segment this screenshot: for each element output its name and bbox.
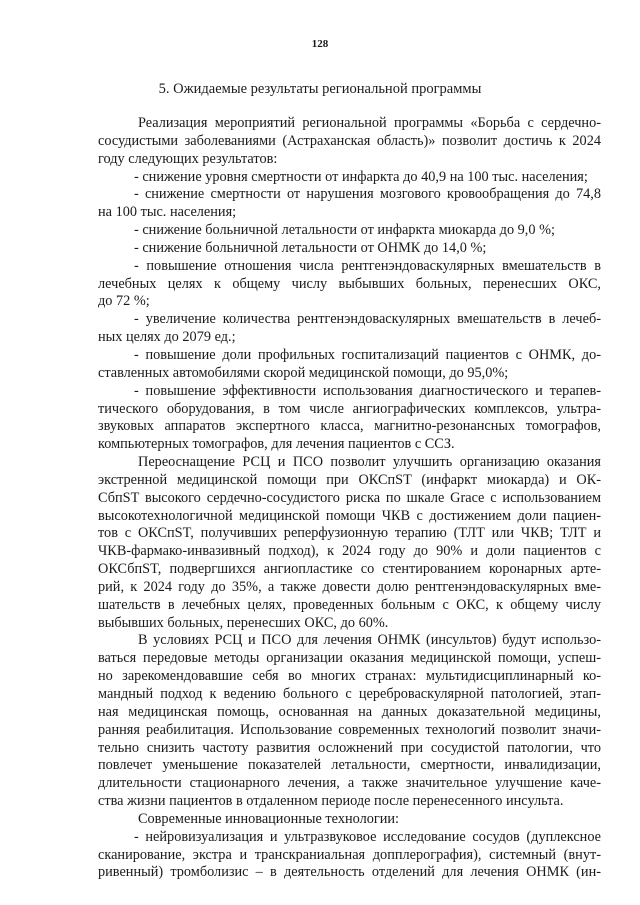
section-title: 5. Ожидаемые результаты региональной программы xyxy=(158,81,482,97)
text-line: компьютерных томографов, для лечения пациентов с ССЗ. xyxy=(98,436,455,453)
text-line: шательств в лечебных целях, проведенных больным с ОКС, к общему числу xyxy=(98,596,601,613)
text-line: тельно снизить частоту развития осложнений при сосудистой патологии, что xyxy=(98,739,601,756)
text-line: ставленных автомобилями скорой медицинской помощи, до 95,0%; xyxy=(98,364,509,381)
text-line: - повышение эффективности использования диагностического и терапев- xyxy=(134,382,601,399)
text-line: ОКСбпST, подвергшихся ангиопластике со стентированием коронарных арте- xyxy=(98,561,601,578)
text-line: повлечет уменьшение показателей летальности, смертности, инвалидизации, xyxy=(98,757,601,774)
text-line: году следующих результатов: xyxy=(98,150,278,167)
text-line: выбывших больных, перенесших ОКС, до 60%. xyxy=(98,614,389,631)
text-line: звуковых аппаратов экспертного класса, магнитно-резонансных томографов, xyxy=(98,418,601,435)
text-line: Современные инновационные технологии: xyxy=(138,810,400,827)
text-line: Реализация мероприятий региональной программы «Борьба с сердечно- xyxy=(138,115,601,131)
text-line: длительности стационарного лечения, а также значительное улучшение каче- xyxy=(98,775,601,792)
text-line: ваться передовые методы организации оказания медицинской помощи, успеш- xyxy=(98,650,601,667)
text-line: сосудистыми заболеваниями (Астраханская область)» позволит достичь к 2024 xyxy=(98,132,601,149)
text-line: тического оборудования, в том числе ангиографических комплексов, ультра- xyxy=(98,400,601,417)
text-line: - снижение уровня смертности от инфаркта до 40,9 на 100 тыс. населения; xyxy=(134,168,588,185)
text-line: - повышение отношения числа рентгенэндоваскулярных вмешательств в xyxy=(134,257,601,274)
text-line: высокотехнологичной медицинской помощи ЧКВ с достижением доли пациен- xyxy=(98,507,601,524)
text-line: В условиях РСЦ и ПСО для лечения ОНМК (инсультов) будут использо- xyxy=(138,632,601,649)
text-line: тов с ОКСпST, получивших реперфузионную терапию (ТЛТ или ЧКВ; ТЛТ и xyxy=(98,525,601,542)
text-line: - увеличение количества рентгенэндоваскулярных вмешательств в лечеб- xyxy=(134,311,601,328)
text-line: ривенный) тромболизис – в деятельность отделений для лечения ОНМК (ин- xyxy=(98,864,601,881)
text-line: - снижение больничной летальности от ОНМК до 14,0 %; xyxy=(134,239,487,256)
text-line: экстренной медицинской помощи при ОКСпST (инфаркт миокарда) и ОК- xyxy=(98,471,601,488)
text-line: лечебных целях к общему числу выбывших больных, перенесших ОКС, xyxy=(98,275,601,292)
body-text xyxy=(98,115,601,882)
text-line: сканирование, экстра и транскраниальная допплерография), системный (внут- xyxy=(98,846,601,863)
text-line: ранняя реабилитация. Использование современных технологий позволит значи- xyxy=(98,721,601,738)
text-line: - повышение доли профильных госпитализаций пациентов с ОНМК, до- xyxy=(134,346,601,363)
text-line: Переоснащение РСЦ и ПСО позволит улучшить организацию оказания xyxy=(138,454,601,471)
text-line: - снижение больничной летальности от инфаркта миокарда до 9,0 %; xyxy=(134,222,555,239)
text-line: ная медицинская помощь, основанная на данных доказательной медицины, xyxy=(98,703,601,720)
text-line: рий, к 2024 году до 35%, а также довести долю рентгенэндоваскулярных вме- xyxy=(98,578,601,595)
text-line: ства жизни пациентов в отдаленном периоде после перенесенного инсульта. xyxy=(98,793,564,810)
text-line: но зарекомендовавшие себя во многих странах: мультидисциплинарный ко- xyxy=(98,668,601,685)
text-line: - снижение смертности от нарушения мозгового кровообращения до 74,8 xyxy=(134,186,601,203)
text-line: до 72 %; xyxy=(98,293,150,310)
page-number: 128 xyxy=(311,38,329,50)
text-line: мандный подход к ведению больного с цереброваскулярной патологией, этап- xyxy=(98,686,601,702)
text-line: СбпST высокого сердечно-сосудистого риска по шкале Grace с использованием xyxy=(98,489,601,506)
text-line: ЧКВ-фармако-инвазивный подход), к 2024 году до 90% и доли пациентов с xyxy=(98,543,601,560)
text-line: ных целях до 2079 ед.; xyxy=(98,329,236,346)
text-line: на 100 тыс. населения; xyxy=(98,204,237,221)
text-line: - нейровизуализация и ультразвуковое исследование сосудов (дуплексное xyxy=(134,828,601,845)
